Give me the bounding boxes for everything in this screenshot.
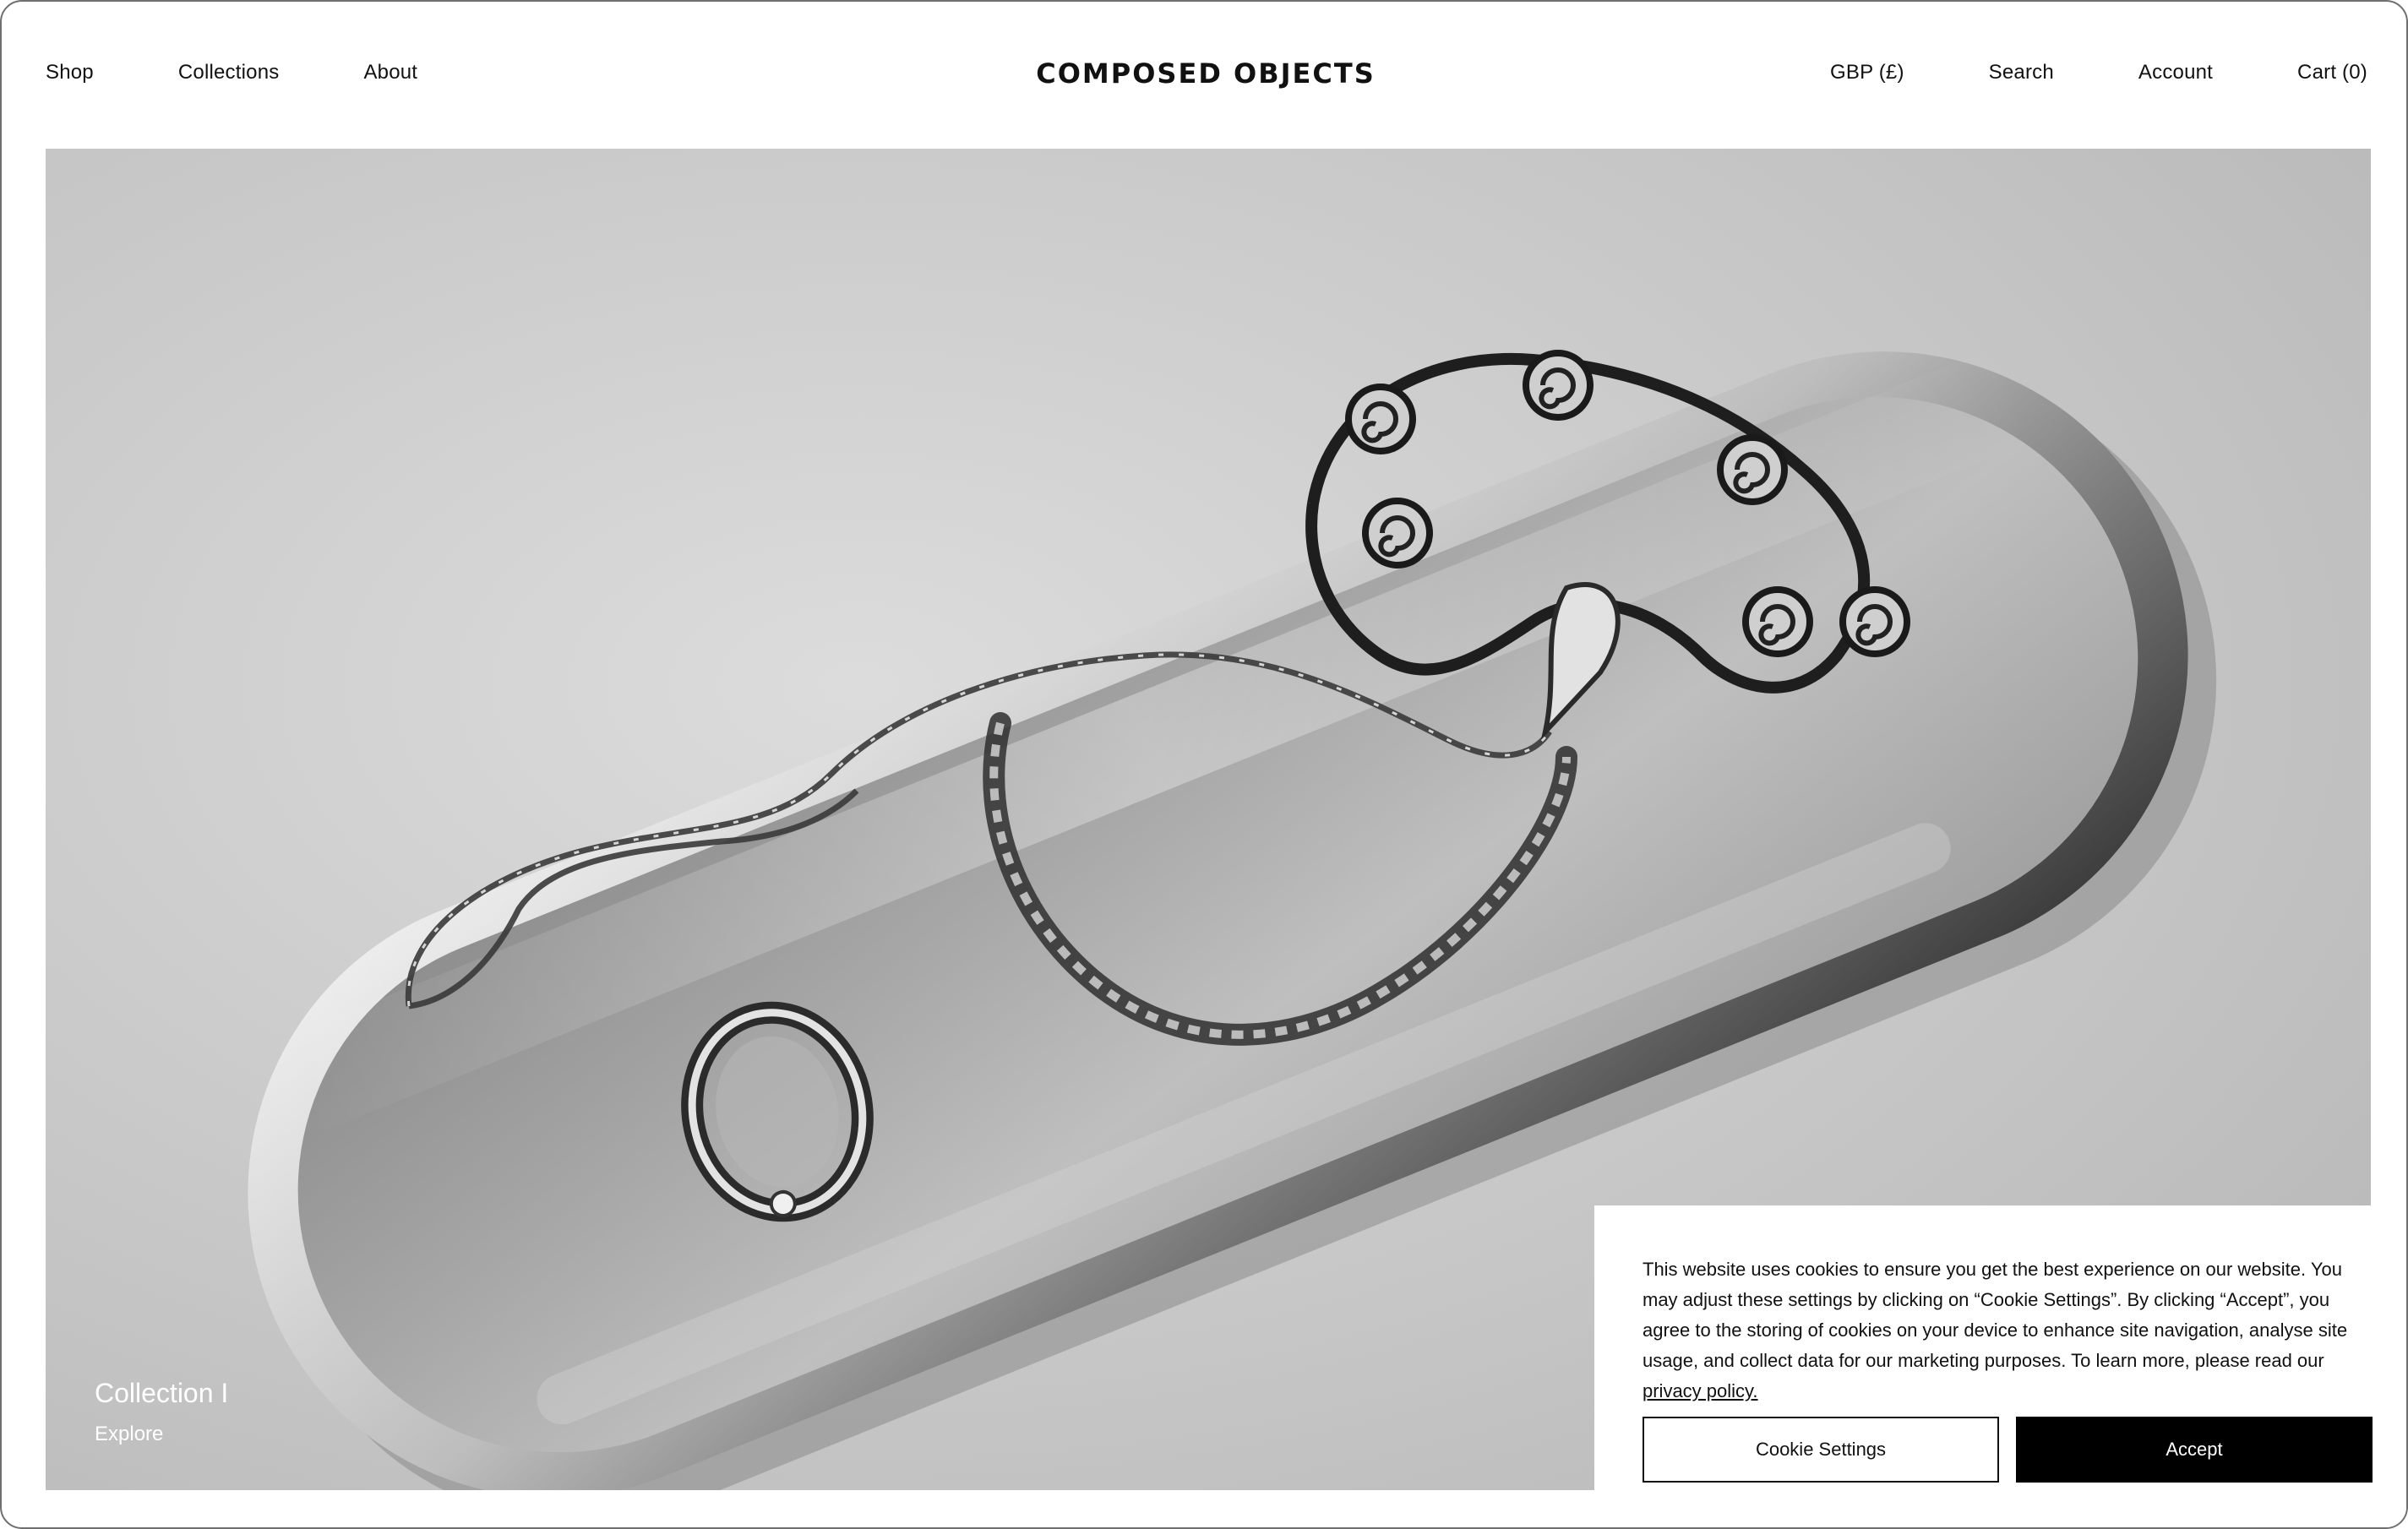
explore-link[interactable]: Explore xyxy=(95,1423,164,1445)
nav-shop-link[interactable]: Shop xyxy=(46,61,94,84)
cookie-banner xyxy=(1594,1205,2408,1529)
nav-about-link[interactable]: About xyxy=(363,61,418,84)
site-logo[interactable]: COMPOSED OBJECTS xyxy=(1036,57,1376,90)
cookie-settings-button[interactable]: Cookie Settings xyxy=(1643,1417,1999,1483)
cookie-message-text: This website uses cookies to ensure you get the best experience on our website. You may adjust these settings by clicking on “Cookie Settings”. By clicking “Accept”, you agree to the storing of cookies on your device to enhance site navigation, analyse site usage, and collect data for our marketing purposes. To learn more, please read our xyxy=(1643,1259,2348,1371)
cookie-message xyxy=(1643,1254,2356,1407)
hero-caption xyxy=(95,1378,228,1446)
hero-title: Collection I xyxy=(95,1378,229,1408)
search-link[interactable]: Search xyxy=(1988,61,2054,84)
utility-nav xyxy=(1746,61,2367,84)
cookie-actions xyxy=(1643,1417,2373,1483)
privacy-policy-link[interactable]: privacy policy. xyxy=(1643,1380,1758,1401)
currency-selector[interactable]: GBP (£) xyxy=(1830,61,1904,84)
site-header xyxy=(2,2,2408,149)
accept-cookies-button[interactable]: Accept xyxy=(2016,1417,2373,1483)
nav-collections-link[interactable]: Collections xyxy=(177,61,280,84)
account-link[interactable]: Account xyxy=(2138,61,2214,84)
cart-link[interactable]: Cart (0) xyxy=(2297,61,2367,84)
